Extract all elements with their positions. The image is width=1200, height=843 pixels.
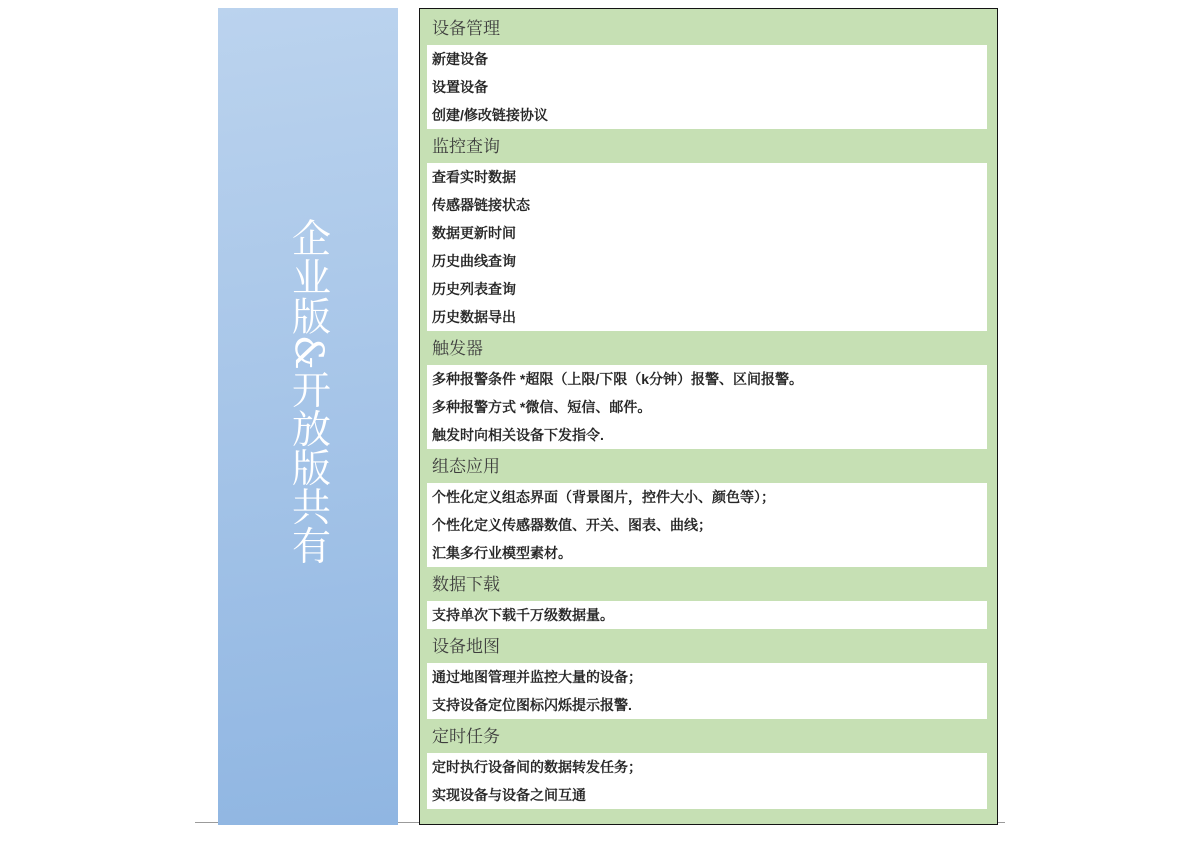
feature-list bbox=[427, 163, 987, 331]
section-header: 监控查询 bbox=[432, 137, 500, 156]
feature-section bbox=[427, 336, 987, 449]
feature-list bbox=[427, 45, 987, 129]
feature-item: 传感器链接状态 bbox=[432, 197, 530, 213]
feature-item: 多种报警方式 *微信、短信、邮件。 bbox=[432, 399, 652, 415]
feature-section bbox=[427, 724, 987, 809]
feature-item: 历史数据导出 bbox=[432, 309, 516, 325]
feature-item: 个性化定义传感器数值、开关、图表、曲线； bbox=[432, 517, 712, 533]
feature-item: 支持设备定位图标闪烁提示报警. bbox=[432, 697, 632, 713]
feature-list bbox=[427, 663, 987, 719]
feature-list bbox=[427, 753, 987, 809]
feature-item: 汇集多行业模型素材。 bbox=[432, 545, 572, 561]
section-header: 设备地图 bbox=[432, 637, 500, 656]
vertical-banner-title: 企业版&开放版共有 bbox=[285, 218, 331, 565]
feature-item: 实现设备与设备之间互通 bbox=[432, 787, 586, 803]
feature-item: 支持单次下载千万级数据量。 bbox=[432, 607, 614, 623]
feature-section bbox=[427, 16, 987, 129]
section-header: 定时任务 bbox=[432, 727, 500, 746]
feature-section bbox=[427, 134, 987, 331]
feature-item: 定时执行设备间的数据转发任务； bbox=[432, 759, 642, 775]
feature-section bbox=[427, 454, 987, 567]
section-header: 设备管理 bbox=[432, 19, 500, 38]
feature-item: 数据更新时间 bbox=[432, 225, 516, 241]
feature-section bbox=[427, 634, 987, 719]
feature-item: 触发时向相关设备下发指令. bbox=[432, 427, 604, 443]
left-banner bbox=[218, 8, 398, 825]
section-header: 组态应用 bbox=[432, 457, 500, 476]
feature-item: 历史列表查询 bbox=[432, 281, 516, 297]
feature-list bbox=[427, 601, 987, 629]
feature-table bbox=[419, 8, 998, 825]
feature-section bbox=[427, 572, 987, 629]
section-header: 数据下载 bbox=[432, 575, 500, 594]
section-header: 触发器 bbox=[432, 339, 483, 358]
feature-list bbox=[427, 483, 987, 567]
feature-item: 新建设备 bbox=[432, 51, 488, 67]
feature-item: 设置设备 bbox=[432, 79, 488, 95]
feature-item: 历史曲线查询 bbox=[432, 253, 516, 269]
feature-item: 多种报警条件 *超限（上限/下限（k分钟）报警、区间报警。 bbox=[432, 371, 804, 387]
feature-list bbox=[427, 365, 987, 449]
feature-item: 个性化定义组态界面（背景图片，控件大小、颜色等）； bbox=[432, 489, 775, 505]
feature-item: 创建/修改链接协议 bbox=[432, 107, 548, 123]
feature-item: 查看实时数据 bbox=[432, 169, 516, 185]
feature-item: 通过地图管理并监控大量的设备； bbox=[432, 669, 642, 685]
